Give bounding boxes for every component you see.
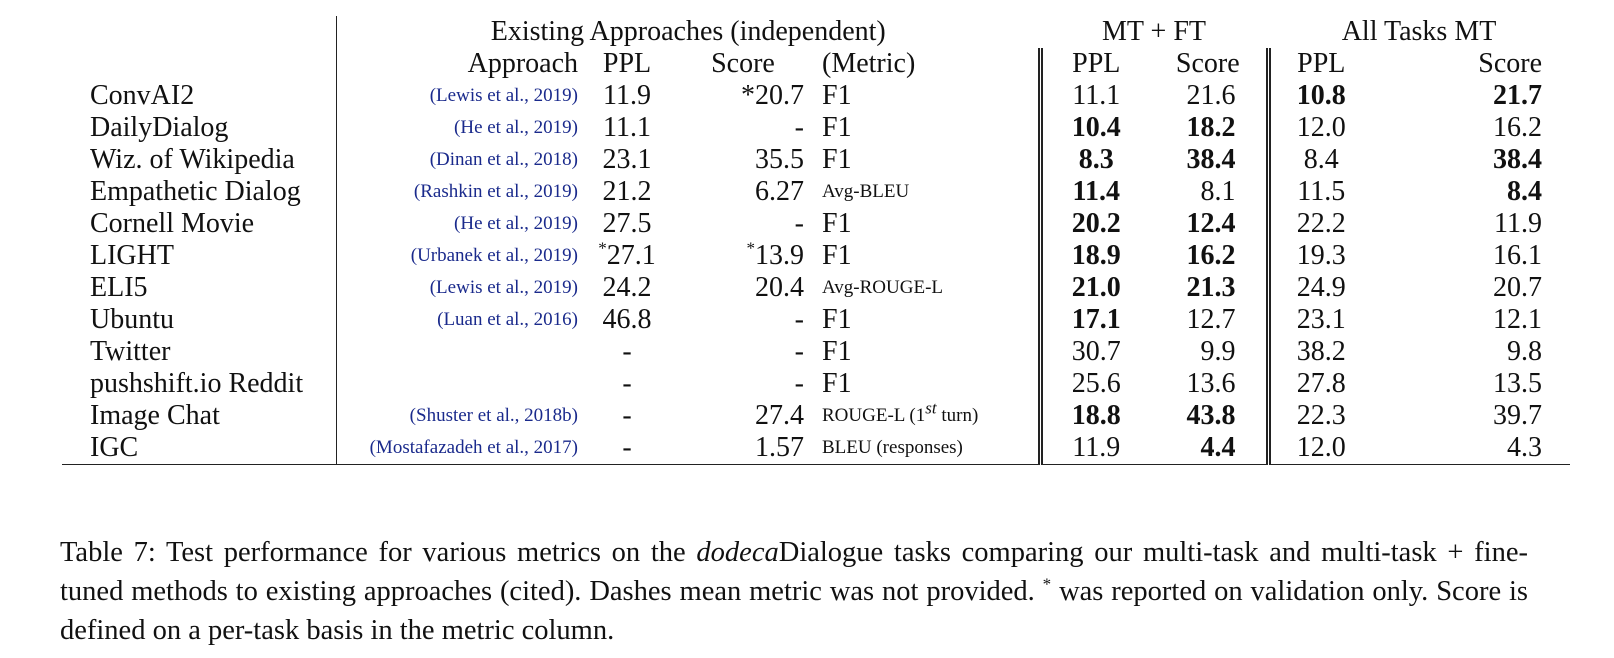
citation: (Lewis et al., 2019) <box>429 85 578 106</box>
mtft-score: 43.8 <box>1150 400 1268 432</box>
existing-approaches-header: Existing Approaches (independent) <box>490 16 886 47</box>
mtft-score: 38.4 <box>1150 144 1268 176</box>
existing-score <box>668 240 818 272</box>
all-tasks-ppl: 22.3 <box>1296 400 1346 431</box>
metric-text: F1 <box>822 208 852 239</box>
citation: (Shuster et al., 2018b) <box>409 405 578 426</box>
results-table-wrap <box>62 16 1570 465</box>
metric-text: F1 <box>822 240 852 271</box>
mtft-score: 18.2 <box>1150 112 1268 144</box>
task-name: LIGHT <box>62 240 336 272</box>
mtft-score: 12.4 <box>1150 208 1268 240</box>
mtft-score: 16.2 <box>1150 240 1268 272</box>
existing-ppl-value: 46.8 <box>602 304 652 335</box>
citation: (Dinan et al., 2018) <box>429 149 578 170</box>
all-tasks-score: 16.1 <box>1493 240 1543 271</box>
existing-score-value: 27.4 <box>755 400 804 431</box>
existing-score-value: 35.5 <box>755 144 804 175</box>
task-name: Wiz. of Wikipedia <box>62 144 336 176</box>
existing-score <box>668 208 818 240</box>
existing-score <box>668 336 818 368</box>
existing-score-value: - <box>794 336 804 367</box>
existing-ppl-value: 24.2 <box>602 272 652 303</box>
existing-ppl-value: 11.1 <box>603 112 651 143</box>
score-header: Score <box>711 48 775 79</box>
existing-ppl <box>586 432 668 465</box>
mtft-score: 21.3 <box>1150 272 1268 304</box>
existing-score-value: - <box>794 368 804 399</box>
metric-text: Avg-ROUGE-L <box>822 277 944 298</box>
task-name: DailyDialog <box>62 112 336 144</box>
metric-tail: turn) <box>936 405 979 426</box>
all-tasks-ppl: 27.8 <box>1296 368 1346 399</box>
table-row <box>62 112 1570 144</box>
all-tasks-score: 21.7 <box>1493 80 1543 111</box>
all-tasks-score: 20.7 <box>1493 272 1543 303</box>
all-tasks-ppl: 10.8 <box>1296 80 1346 111</box>
existing-ppl-value: 27.5 <box>602 208 652 239</box>
mtft-ppl: 17.1 <box>1071 304 1121 335</box>
table-row <box>62 400 1570 432</box>
task-header-cell <box>62 48 336 80</box>
task-name: Empathetic Dialog <box>62 176 336 208</box>
all-tasks-ppl: 19.3 <box>1296 240 1346 271</box>
mtft-score-header: Score <box>1150 48 1268 80</box>
existing-ppl-value: 11.9 <box>603 80 651 111</box>
all-tasks-ppl: 11.5 <box>1297 176 1346 207</box>
mtft-ppl: 11.1 <box>1072 80 1121 111</box>
citation: (He et al., 2019) <box>454 213 578 234</box>
existing-score <box>668 176 818 208</box>
mtft-score: 4.4 <box>1150 432 1268 465</box>
existing-ppl-value: 21.2 <box>602 176 652 207</box>
metric-name <box>818 208 1040 240</box>
task-name: Image Chat <box>62 400 336 432</box>
existing-score <box>668 368 818 400</box>
mtft-header: MT + FT <box>1102 16 1206 47</box>
metric-name <box>818 368 1040 400</box>
all-tasks-ppl: 22.2 <box>1296 208 1346 239</box>
existing-score <box>668 304 818 336</box>
existing-score <box>668 80 818 112</box>
results-table-body <box>62 80 1570 465</box>
metric-text: F1 <box>822 144 852 175</box>
existing-ppl <box>586 240 668 272</box>
existing-ppl <box>586 80 668 112</box>
mtft-score: 21.6 <box>1150 80 1268 112</box>
all-tasks-score: 12.1 <box>1493 304 1543 335</box>
table-row <box>62 432 1570 465</box>
caption-star: * <box>1042 574 1052 593</box>
existing-ppl <box>586 272 668 304</box>
metric-name <box>818 80 1040 112</box>
metric-name <box>818 272 1040 304</box>
all-tasks-header: All Tasks MT <box>1341 16 1497 47</box>
mtft-ppl-header: PPL <box>1072 48 1121 79</box>
existing-score-value: *20.7 <box>741 80 804 111</box>
mtft-ppl: 18.9 <box>1071 240 1121 271</box>
existing-ppl <box>586 176 668 208</box>
existing-ppl <box>586 304 668 336</box>
mtft-score: 12.7 <box>1150 304 1268 336</box>
citation: (He et al., 2019) <box>454 117 578 138</box>
caption-italic: dodeca <box>696 536 779 568</box>
all-tasks-score: 16.2 <box>1493 112 1543 143</box>
citation: (Lewis et al., 2019) <box>429 277 578 298</box>
task-name: ELI5 <box>62 272 336 304</box>
metric-name <box>818 112 1040 144</box>
existing-score <box>668 112 818 144</box>
table-caption <box>60 533 1528 650</box>
metric-name <box>818 400 1040 432</box>
mtft-ppl: 20.2 <box>1071 208 1121 239</box>
all-tasks-ppl: 8.4 <box>1303 144 1339 175</box>
mtft-ppl: 30.7 <box>1071 336 1121 367</box>
all-tasks-ppl: 12.0 <box>1296 112 1346 143</box>
results-table <box>62 16 1570 465</box>
mtft-ppl: 21.0 <box>1071 272 1121 303</box>
table-row <box>62 272 1570 304</box>
all-tasks-ppl: 24.9 <box>1296 272 1346 303</box>
metric-text: F1 <box>822 112 852 143</box>
metric-name <box>818 304 1040 336</box>
existing-score-value: - <box>794 208 804 239</box>
column-header-row <box>62 48 1570 80</box>
existing-ppl-value: - <box>622 432 632 463</box>
metric-superscript: st <box>925 398 937 418</box>
existing-ppl <box>586 112 668 144</box>
metric-name <box>818 432 1040 465</box>
existing-score <box>668 272 818 304</box>
existing-score-value: 6.27 <box>755 176 804 207</box>
all-tasks-score: 11.9 <box>1494 208 1543 239</box>
existing-score-value: 13.9 <box>755 240 804 271</box>
citation <box>336 336 586 368</box>
existing-score-value: - <box>794 304 804 335</box>
mtft-ppl: 25.6 <box>1071 368 1121 399</box>
existing-ppl-value: - <box>622 400 632 431</box>
table-row <box>62 80 1570 112</box>
mtft-score: 8.1 <box>1150 176 1268 208</box>
asterisk-mark: * <box>746 238 755 258</box>
all-tasks-score: 8.4 <box>1507 176 1543 207</box>
metric-name <box>818 144 1040 176</box>
citation: (Mostafazadeh et al., 2017) <box>336 432 586 465</box>
metric-text: F1 <box>822 304 852 335</box>
existing-ppl-value: - <box>622 336 632 367</box>
metric-text: Avg-BLEU <box>822 181 910 202</box>
existing-score-value: 1.57 <box>755 432 804 463</box>
group-header-row <box>62 16 1570 48</box>
all-tasks-score: 9.8 <box>1507 336 1543 367</box>
metric-name <box>818 240 1040 272</box>
table-row <box>62 208 1570 240</box>
existing-ppl <box>586 144 668 176</box>
mtft-ppl: 11.9 <box>1040 432 1150 465</box>
citation: (Rashkin et al., 2019) <box>413 181 578 202</box>
metric-text: F1 <box>822 80 852 111</box>
mtft-ppl: 18.8 <box>1071 400 1121 431</box>
ppl-header: PPL <box>602 48 652 79</box>
metric-header: (Metric) <box>818 48 1040 80</box>
all-tasks-score: 13.5 <box>1493 368 1543 399</box>
existing-ppl-value: 23.1 <box>602 144 652 175</box>
existing-score <box>668 432 818 465</box>
metric-text: BLEU (responses) <box>822 437 963 458</box>
table-row <box>62 304 1570 336</box>
corner-cell <box>62 16 336 48</box>
existing-ppl-value: 27.1 <box>606 240 656 271</box>
mtft-ppl: 10.4 <box>1071 112 1121 143</box>
existing-ppl <box>586 336 668 368</box>
existing-score-value: 20.4 <box>755 272 804 303</box>
mtft-ppl: 11.4 <box>1072 176 1120 207</box>
metric-text: F1 <box>822 368 852 399</box>
mtft-score: 13.6 <box>1150 368 1268 400</box>
citation: (Luan et al., 2016) <box>437 309 578 330</box>
existing-ppl <box>586 368 668 400</box>
metric-name <box>818 336 1040 368</box>
caption-mid: Dialogue tasks comparing our multi-task and multi-task + fine-tuned methods to existing approaches (cited). Dashes mean metric was not provided. <box>60 536 1528 607</box>
mtft-ppl: 8.3 <box>1078 144 1114 175</box>
citation <box>336 368 586 400</box>
caption-tail: was reported on validation only. Score is defined on a per-task basis in the metric column. <box>60 575 1528 646</box>
existing-score-value: - <box>794 112 804 143</box>
task-name: Cornell Movie <box>62 208 336 240</box>
existing-ppl <box>586 400 668 432</box>
all-tasks-score: 38.4 <box>1493 144 1543 175</box>
table-row <box>62 368 1570 400</box>
table-row <box>62 336 1570 368</box>
existing-score <box>668 400 818 432</box>
all-tasks-score: 39.7 <box>1493 400 1543 431</box>
table-row <box>62 176 1570 208</box>
existing-ppl-value: - <box>622 368 632 399</box>
all-score-header: Score <box>1478 48 1543 79</box>
all-tasks-ppl: 23.1 <box>1296 304 1346 335</box>
task-name: Ubuntu <box>62 304 336 336</box>
task-name: IGC <box>62 432 336 465</box>
caption-lead: Table 7: Test performance for various metrics on the <box>60 536 697 568</box>
mtft-score: 9.9 <box>1150 336 1268 368</box>
citation: (Urbanek et al., 2019) <box>410 245 578 266</box>
all-tasks-ppl: 38.2 <box>1296 336 1346 367</box>
task-name: Twitter <box>62 336 336 368</box>
task-name: pushshift.io Reddit <box>62 368 336 400</box>
task-name: ConvAI2 <box>62 80 336 112</box>
metric-text: ROUGE-L (1 <box>822 405 926 426</box>
all-tasks-score: 4.3 <box>1372 432 1570 465</box>
all-tasks-ppl: 12.0 <box>1268 432 1372 465</box>
table-row <box>62 144 1570 176</box>
metric-name <box>818 176 1040 208</box>
table-row <box>62 240 1570 272</box>
approach-header: Approach <box>467 48 578 79</box>
asterisk-mark: * <box>598 238 607 258</box>
all-ppl-header: PPL <box>1297 48 1346 79</box>
existing-score <box>668 144 818 176</box>
metric-text: F1 <box>822 336 852 367</box>
existing-ppl <box>586 208 668 240</box>
